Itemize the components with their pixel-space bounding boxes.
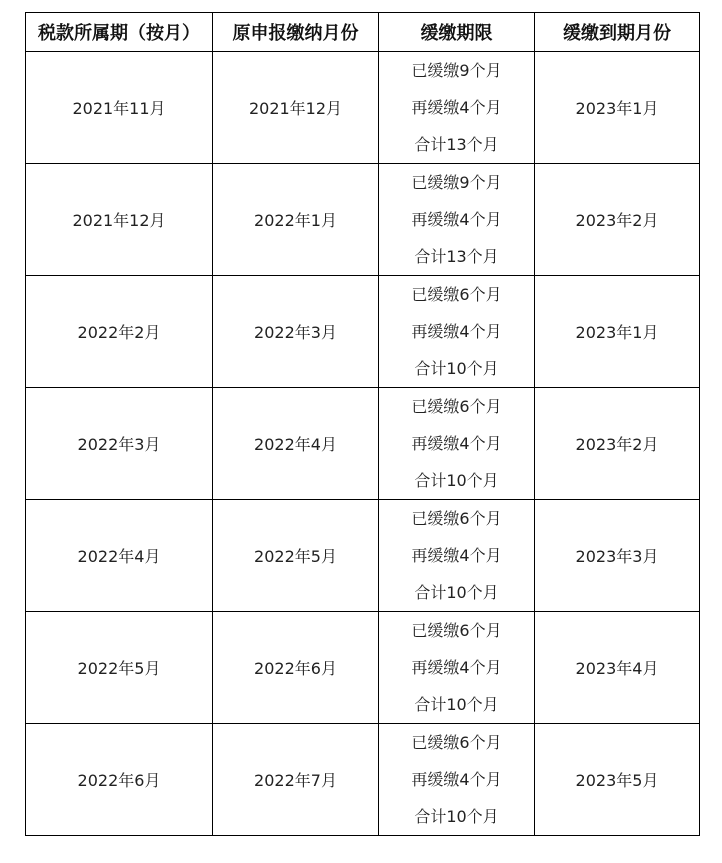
- table-row: [26, 52, 700, 164]
- cell-tax-period: 2022年6月: [26, 724, 213, 836]
- cell-deferral-due-month: 2023年2月: [535, 388, 700, 500]
- deferral-total-text: 合计13个月: [414, 135, 499, 154]
- cell-deferral-term: [379, 164, 535, 276]
- cell-original-payment-month: 2022年3月: [213, 276, 379, 388]
- deferral-already-text: 已缓缴9个月: [411, 173, 502, 192]
- cell-deferral-term: [379, 52, 535, 164]
- deferral-total-text: 合计10个月: [414, 695, 499, 714]
- cell-original-payment-month: 2022年4月: [213, 388, 379, 500]
- deferral-extra-text: 再缓缴4个月: [411, 322, 502, 341]
- deferral-extra-text: 再缓缴4个月: [411, 434, 502, 453]
- table-row: [26, 276, 700, 388]
- cell-deferral-due-month: 2023年1月: [535, 52, 700, 164]
- cell-original-payment-month: 2022年5月: [213, 500, 379, 612]
- deferral-already-text: 已缓缴6个月: [411, 733, 502, 752]
- header-row: [26, 13, 700, 52]
- table-row: [26, 724, 700, 836]
- table-row: [26, 500, 700, 612]
- table-row: [26, 164, 700, 276]
- table-body: [26, 52, 700, 836]
- cell-deferral-due-month: 2023年4月: [535, 612, 700, 724]
- tax-deferral-table: [25, 12, 700, 836]
- deferral-already-text: 已缓缴9个月: [411, 61, 502, 80]
- cell-deferral-term: [379, 276, 535, 388]
- deferral-already-text: 已缓缴6个月: [411, 397, 502, 416]
- cell-deferral-due-month: 2023年2月: [535, 164, 700, 276]
- cell-original-payment-month: 2021年12月: [213, 52, 379, 164]
- deferral-extra-text: 再缓缴4个月: [411, 658, 502, 677]
- cell-tax-period: 2021年11月: [26, 52, 213, 164]
- cell-original-payment-month: 2022年6月: [213, 612, 379, 724]
- cell-deferral-due-month: 2023年3月: [535, 500, 700, 612]
- cell-tax-period: 2021年12月: [26, 164, 213, 276]
- header-tax-period: 税款所属期（按月）: [26, 13, 213, 52]
- cell-tax-period: 2022年4月: [26, 500, 213, 612]
- deferral-total-text: 合计10个月: [414, 359, 499, 378]
- deferral-total-text: 合计10个月: [414, 807, 499, 826]
- cell-tax-period: 2022年5月: [26, 612, 213, 724]
- cell-original-payment-month: 2022年7月: [213, 724, 379, 836]
- cell-tax-period: 2022年2月: [26, 276, 213, 388]
- cell-tax-period: 2022年3月: [26, 388, 213, 500]
- header-deferral-term: 缓缴期限: [379, 13, 535, 52]
- deferral-total-text: 合计10个月: [414, 471, 499, 490]
- table-header: [26, 13, 700, 52]
- deferral-already-text: 已缓缴6个月: [411, 509, 502, 528]
- cell-deferral-term: [379, 724, 535, 836]
- deferral-extra-text: 再缓缴4个月: [411, 546, 502, 565]
- cell-deferral-term: [379, 500, 535, 612]
- table-row: [26, 388, 700, 500]
- cell-deferral-due-month: 2023年1月: [535, 276, 700, 388]
- cell-deferral-term: [379, 612, 535, 724]
- cell-deferral-due-month: 2023年5月: [535, 724, 700, 836]
- table-row: [26, 612, 700, 724]
- cell-original-payment-month: 2022年1月: [213, 164, 379, 276]
- deferral-total-text: 合计13个月: [414, 247, 499, 266]
- cell-deferral-term: [379, 388, 535, 500]
- header-original-payment-month: 原申报缴纳月份: [213, 13, 379, 52]
- deferral-total-text: 合计10个月: [414, 583, 499, 602]
- deferral-already-text: 已缓缴6个月: [411, 621, 502, 640]
- deferral-extra-text: 再缓缴4个月: [411, 770, 502, 789]
- deferral-extra-text: 再缓缴4个月: [411, 98, 502, 117]
- header-deferral-due-month: 缓缴到期月份: [535, 13, 700, 52]
- deferral-extra-text: 再缓缴4个月: [411, 210, 502, 229]
- deferral-already-text: 已缓缴6个月: [411, 285, 502, 304]
